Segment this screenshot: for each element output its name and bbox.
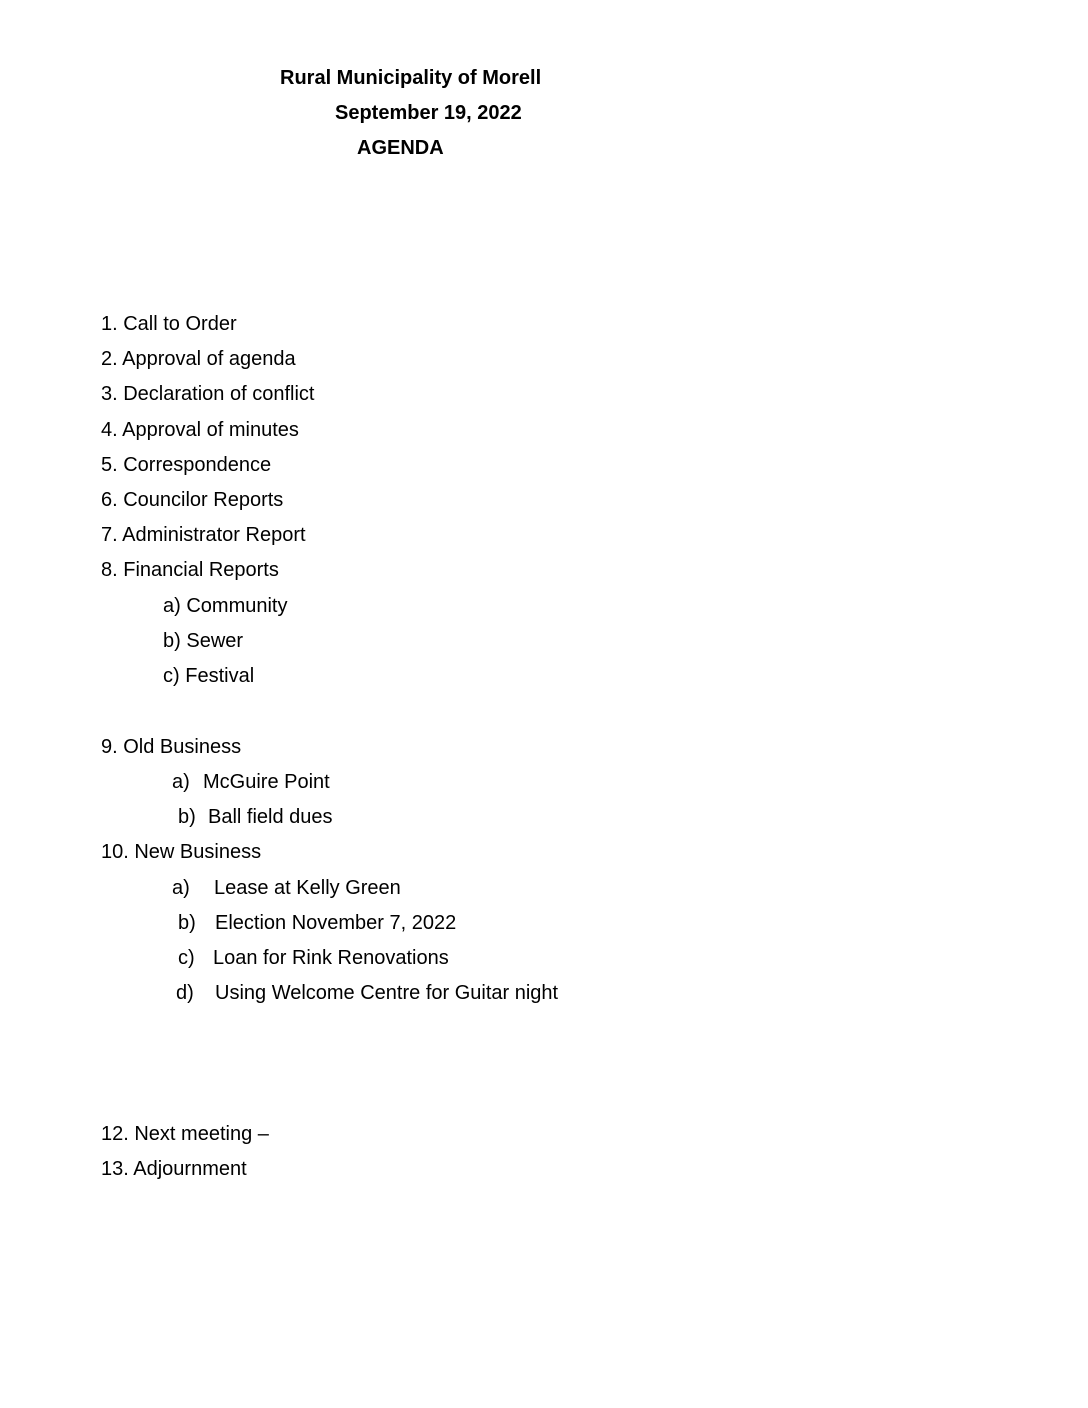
agenda-item-financial-reports: 8. Financial Reports bbox=[101, 559, 279, 581]
agenda-item-approval-of-agenda: 2. Approval of agenda bbox=[101, 348, 296, 370]
sub-item bbox=[163, 596, 288, 616]
sub-item-text: Festival bbox=[185, 665, 255, 687]
sub-item bbox=[163, 666, 254, 686]
sub-item-text: McGuire Point bbox=[203, 771, 330, 793]
sub-item bbox=[163, 631, 243, 651]
sub-item-marker: b) bbox=[178, 912, 196, 934]
agenda-item-call-to-order: 1. Call to Order bbox=[101, 313, 237, 335]
agenda-item-next-meeting: 12. Next meeting – bbox=[101, 1123, 269, 1145]
agenda-item-old-business: 9. Old Business bbox=[101, 736, 242, 758]
sub-item bbox=[178, 807, 333, 827]
sub-item bbox=[176, 983, 558, 1003]
sub-item-text: Using Welcome Centre for Guitar night bbox=[215, 982, 559, 1004]
sub-item bbox=[172, 878, 401, 898]
document-title: Rural Municipality of Morell bbox=[280, 67, 542, 89]
agenda-item-new-business: 10. New Business bbox=[101, 841, 262, 863]
sub-item-text: Lease at Kelly Green bbox=[214, 877, 401, 899]
sub-item-text: Ball field dues bbox=[208, 806, 333, 828]
sub-item-marker: d) bbox=[176, 982, 194, 1004]
sub-item bbox=[172, 772, 330, 792]
sub-item-text: Sewer bbox=[186, 630, 244, 652]
sub-item-marker: c) bbox=[178, 947, 195, 969]
sub-item-marker: a) bbox=[172, 877, 190, 899]
agenda-item-declaration-of-conflict: 3. Declaration of conflict bbox=[101, 383, 315, 405]
sub-item-marker: a) bbox=[172, 771, 190, 793]
agenda-item-adjournment: 13. Adjournment bbox=[101, 1158, 247, 1180]
agenda-item-administrator-report: 7. Administrator Report bbox=[101, 524, 306, 546]
meeting-date: September 19, 2022 bbox=[335, 102, 522, 124]
sub-item-marker: b) bbox=[163, 630, 181, 652]
sub-item bbox=[178, 948, 449, 968]
sub-item bbox=[178, 913, 456, 933]
agenda-item-correspondence: 5. Correspondence bbox=[101, 454, 272, 476]
agenda-heading: AGENDA bbox=[357, 137, 444, 159]
sub-item-text: Community bbox=[186, 595, 288, 617]
sub-item-marker: c) bbox=[163, 665, 180, 687]
sub-item-text: Election November 7, 2022 bbox=[215, 912, 457, 934]
agenda-item-approval-of-minutes: 4. Approval of minutes bbox=[101, 419, 299, 441]
sub-item-marker: b) bbox=[178, 806, 196, 828]
agenda-item-councilor-reports: 6. Councilor Reports bbox=[101, 489, 284, 511]
sub-item-marker: a) bbox=[163, 595, 181, 617]
sub-item-text: Loan for Rink Renovations bbox=[213, 947, 449, 969]
